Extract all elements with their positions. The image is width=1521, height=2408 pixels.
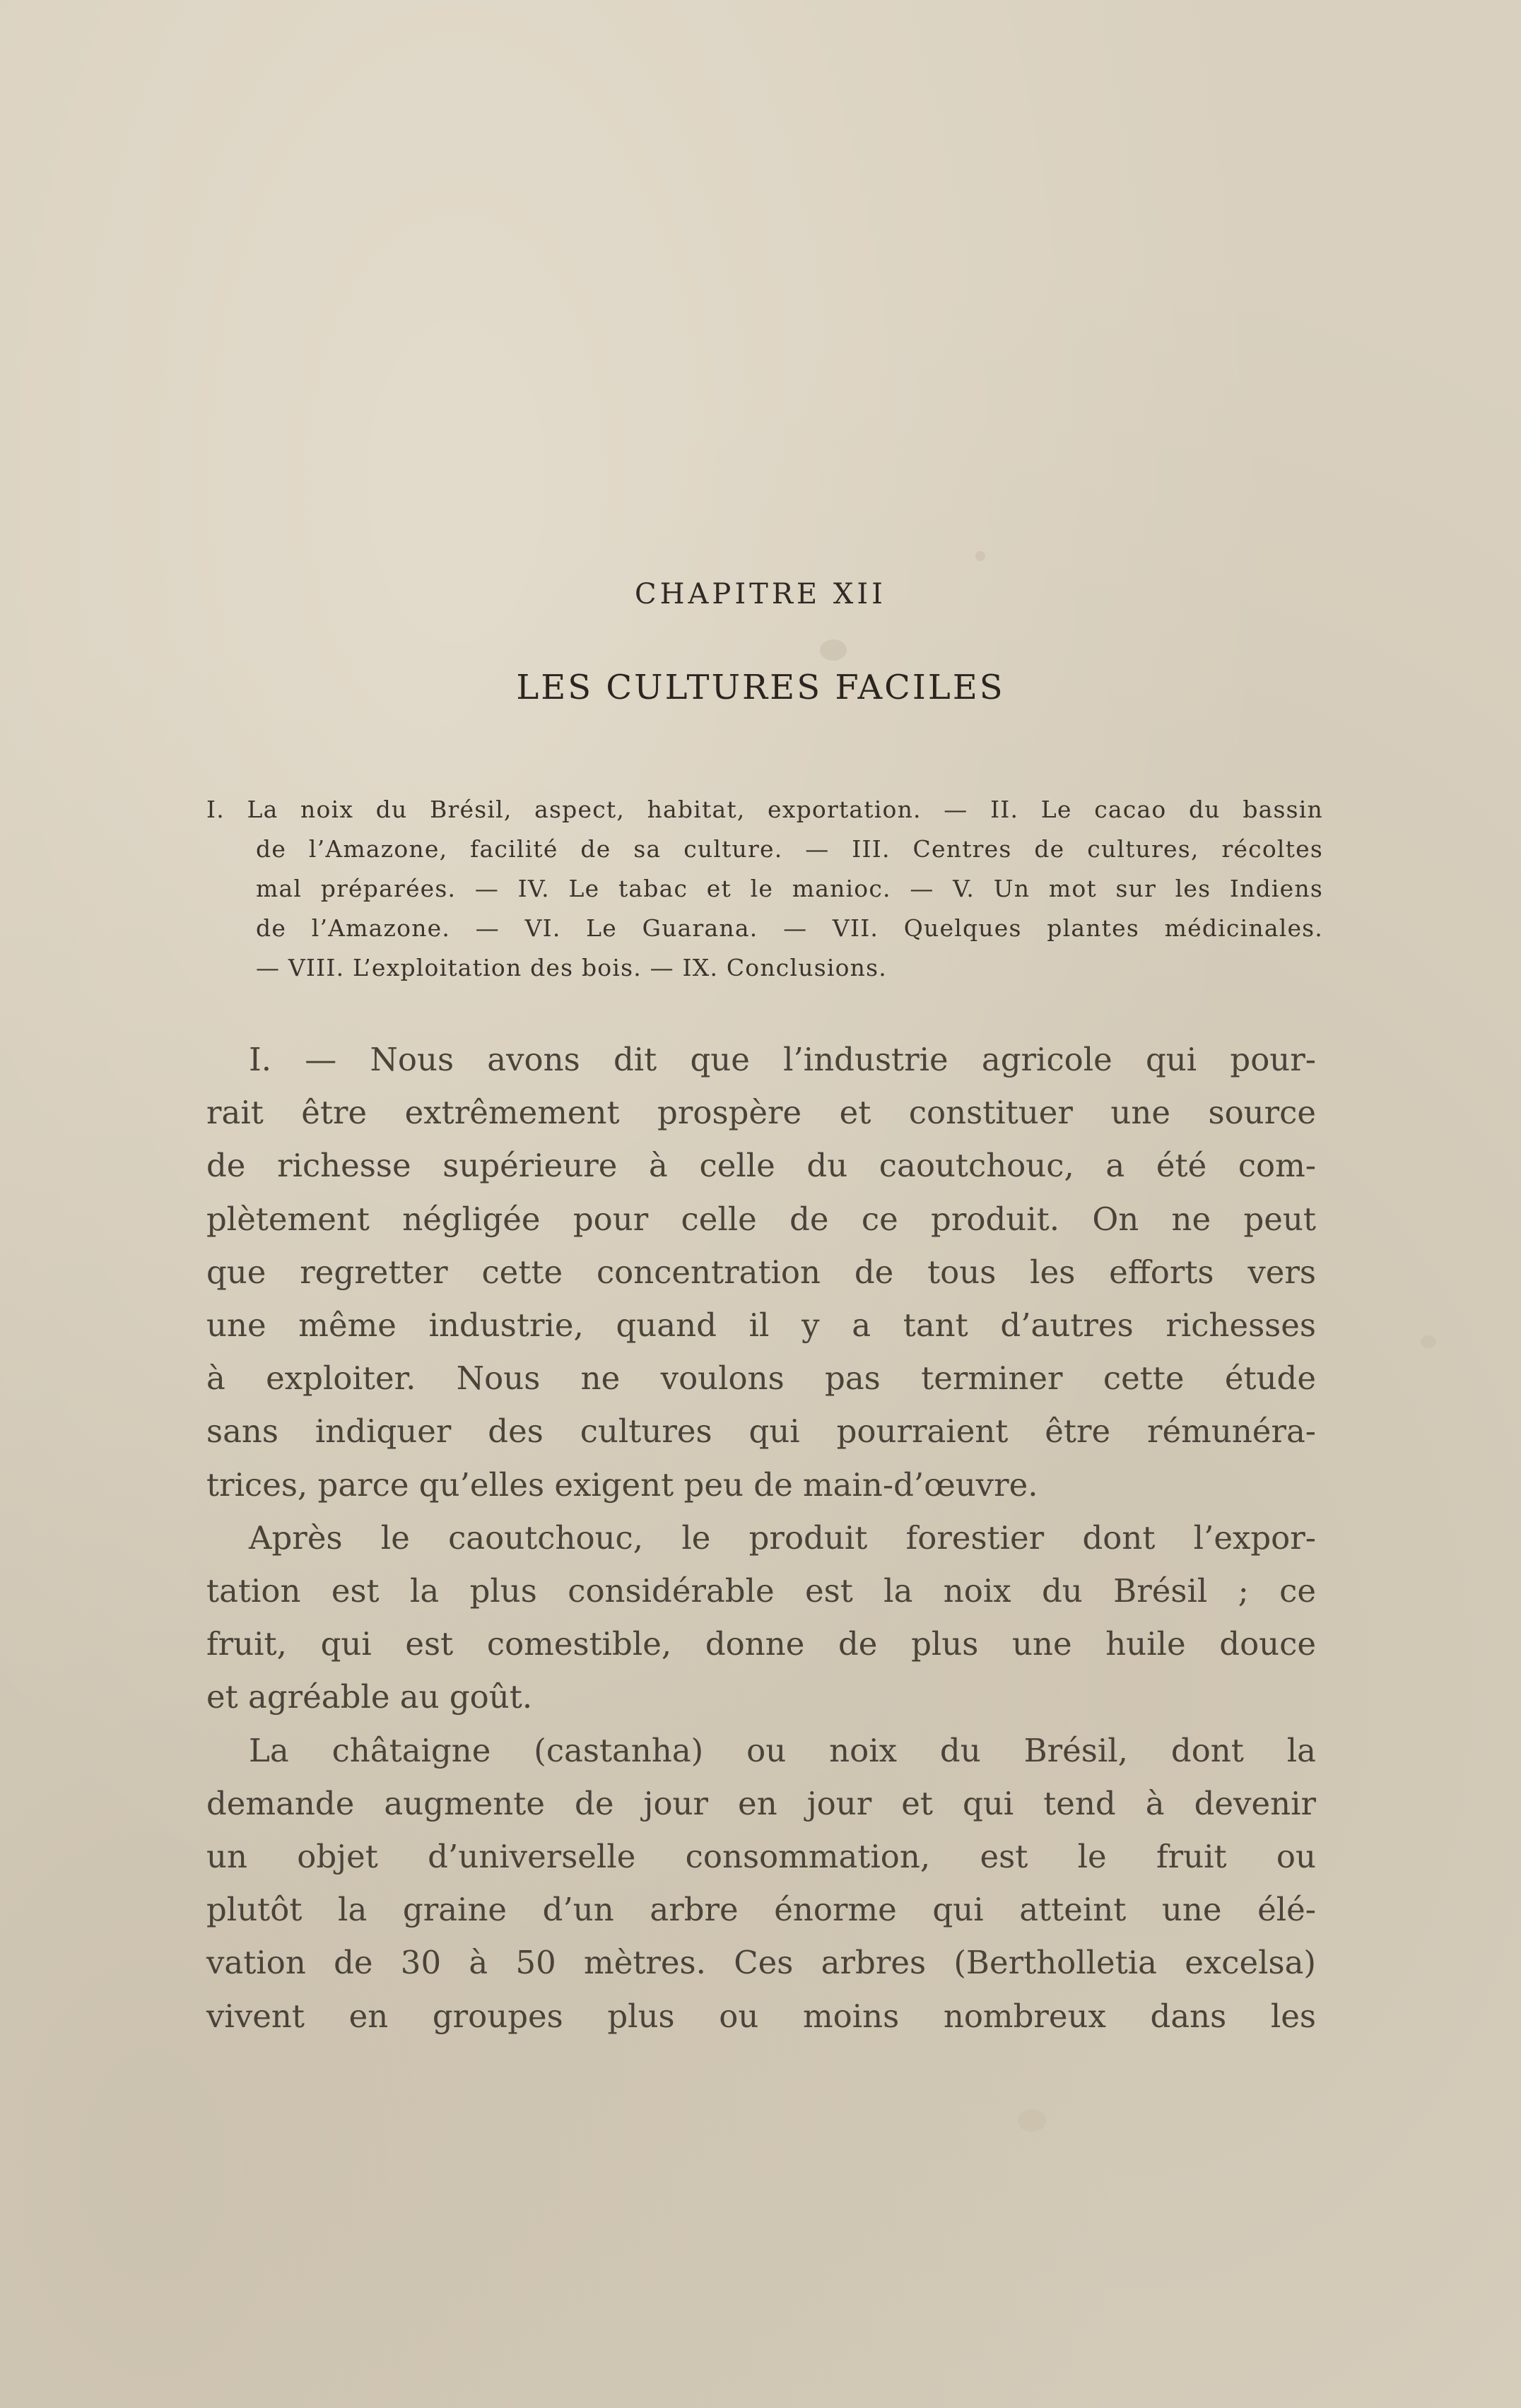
text-line: et agréable au goût.: [206, 1678, 533, 1716]
text-line: vivent en groupes plus ou moins nombreux dans les: [206, 1997, 1316, 2035]
text-line: La châtaigne (castanha) ou noix du Brésil, dont la: [249, 1731, 1316, 1769]
text-line: un objet d’universelle consommation, est le fruit ou: [206, 1838, 1316, 1876]
text-line: Après le caoutchouc, le produit forestier dont l’expor-: [249, 1518, 1316, 1557]
text-line: I. — Nous avons dit que l’industrie agricole qui pour-: [249, 1041, 1316, 1078]
text-line: vation de 30 à 50 mètres. Ces arbres (Bertholletia excelsa): [206, 1944, 1316, 1982]
chapter-heading: CHAPITRE XII: [635, 578, 886, 610]
paper-stain: [975, 551, 985, 561]
text-line: fruit, qui est comestible, donne de plus une huile douce: [206, 1625, 1316, 1663]
summary-line: — VIII. L’exploitation des bois. — IX. Conclusions.: [256, 954, 887, 981]
paper-stain: [820, 639, 847, 661]
text-line: demande augmente de jour en jour et qui tend à devenir: [206, 1784, 1316, 1822]
text-line: tation est la plus considérable est la noix du Brésil ; ce: [206, 1572, 1316, 1610]
text-line: une même industrie, quand il y a tant d’autres richesses: [206, 1306, 1316, 1345]
text-line: à exploiter. Nous ne voulons pas terminer cette étude: [206, 1359, 1316, 1398]
summary-line: de l’Amazone, facilité de sa culture. — III. Centres de cultures, récoltes: [256, 835, 1323, 863]
body-text: [206, 1033, 1316, 2043]
text-line: trices, parce qu’elles exigent peu de main-d’œuvre.: [206, 1465, 1038, 1504]
text-line: que regretter cette concentration de tous les efforts vers: [206, 1253, 1316, 1291]
paper-stain: [1421, 1335, 1436, 1348]
chapter-title: LES CULTURES FACILES: [516, 668, 1005, 707]
text-line: sans indiquer des cultures qui pourraient être rémunéra-: [206, 1412, 1316, 1451]
summary-line: mal préparées. — IV. Le tabac et le manioc. — V. Un mot sur les Indiens: [256, 875, 1323, 902]
summary-line: I. La noix du Brésil, aspect, habitat, exportation. — II. Le cacao du bassin: [206, 796, 1323, 823]
text-line: plutôt la graine d’un arbre énorme qui atteint une élé-: [206, 1891, 1316, 1929]
summary-line: de l’Amazone. — VI. Le Guarana. — VII. Quelques plantes médicinales.: [256, 914, 1323, 942]
text-line: de richesse supérieure à celle du caoutchouc, a été com-: [206, 1147, 1316, 1185]
text-line: rait être extrêmement prospère et constituer une source: [206, 1094, 1316, 1132]
paper-stain: [1018, 2109, 1046, 2132]
text-line: plètement négligée pour celle de ce produit. On ne peut: [206, 1200, 1316, 1238]
chapter-summary: [206, 790, 1323, 988]
